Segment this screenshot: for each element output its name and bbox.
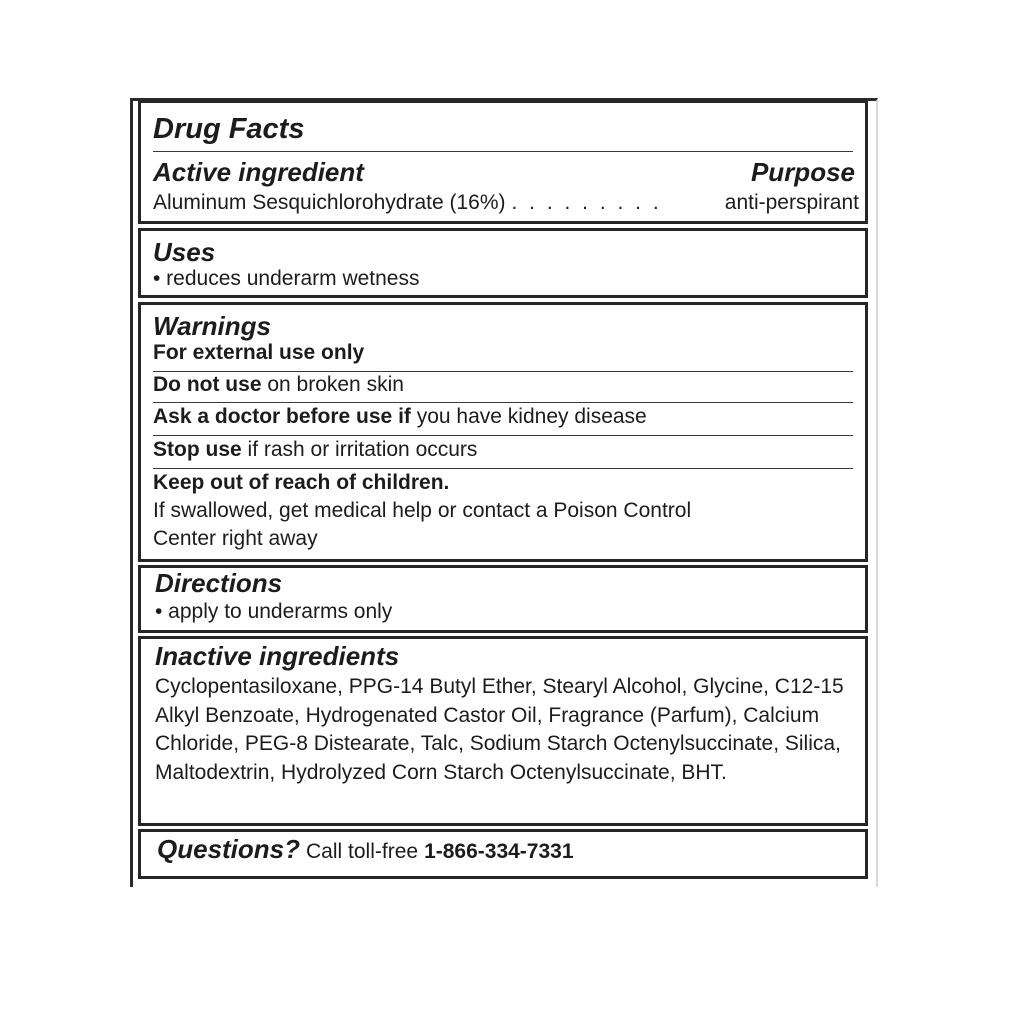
ask-doctor-text: you have kidney disease bbox=[410, 405, 647, 428]
inactive-ingredients-heading: Inactive ingredients bbox=[155, 641, 400, 671]
directions-item: • apply to underarms only bbox=[155, 600, 393, 623]
swallowed-text-line2: Center right away bbox=[153, 527, 318, 550]
questions-row bbox=[157, 834, 574, 865]
purpose-value: anti-perspirant bbox=[724, 191, 859, 214]
directions-heading: Directions bbox=[155, 568, 283, 598]
title-rule bbox=[153, 151, 853, 152]
ask-doctor-warning bbox=[153, 405, 647, 429]
stop-use-label: Stop use bbox=[153, 438, 242, 461]
do-not-use-warning bbox=[153, 373, 404, 397]
warning-rule bbox=[153, 435, 853, 436]
stop-use-text: if rash or irritation occurs bbox=[241, 438, 478, 461]
warnings-heading: Warnings bbox=[153, 311, 271, 341]
uses-heading: Uses bbox=[153, 237, 216, 267]
inactive-ingredients-panel bbox=[138, 636, 868, 826]
inactive-ingredients-list: Cyclopentasiloxane, PPG-14 Butyl Ether, Stearyl Alcohol, Glycine, C12-15 Alkyl Benzoate, Hydrogenated Castor Oil, Fragrance (Parfum), Calcium Chloride, PEG-8 Distearate, Talc, Sodium Starch Octenylsuccinate, Silica, Maltodextrin, Hydrolyzed Corn Starch Octenylsuccinate, BHT. bbox=[155, 675, 844, 784]
directions-panel bbox=[138, 565, 868, 633]
purpose-heading: Purpose bbox=[750, 157, 855, 187]
swallowed-text-line1: If swallowed, get medical help or contact a Poison Control bbox=[153, 499, 692, 522]
warning-rule bbox=[153, 371, 853, 372]
warnings-panel bbox=[138, 302, 868, 562]
questions-heading: Questions? bbox=[157, 834, 301, 864]
call-toll-free-text: Call toll-free bbox=[306, 840, 419, 863]
drug-facts-title: Drug Facts bbox=[153, 113, 305, 145]
drug-facts-panel bbox=[138, 100, 868, 224]
external-use-warning: For external use only bbox=[153, 341, 365, 364]
stop-use-warning bbox=[153, 438, 477, 462]
ask-doctor-label: Ask a doctor before use if bbox=[153, 405, 411, 428]
warning-rule bbox=[153, 468, 853, 469]
phone-number: 1-866-334-7331 bbox=[424, 840, 574, 863]
active-ingredient-heading: Active ingredient bbox=[153, 157, 364, 187]
do-not-use-label: Do not use bbox=[153, 373, 262, 396]
uses-panel bbox=[138, 228, 868, 298]
leader-dots: . . . . . . . . . bbox=[511, 191, 662, 214]
do-not-use-text: on broken skin bbox=[261, 373, 404, 396]
active-ingredient-name: Aluminum Sesquichlorohydrate (16%) bbox=[153, 191, 506, 214]
keep-out-of-reach-warning: Keep out of reach of children. bbox=[153, 471, 450, 494]
questions-panel bbox=[138, 829, 868, 879]
uses-item: • reduces underarm wetness bbox=[153, 267, 420, 290]
warning-rule bbox=[153, 402, 853, 403]
active-ingredient-row bbox=[153, 191, 859, 215]
